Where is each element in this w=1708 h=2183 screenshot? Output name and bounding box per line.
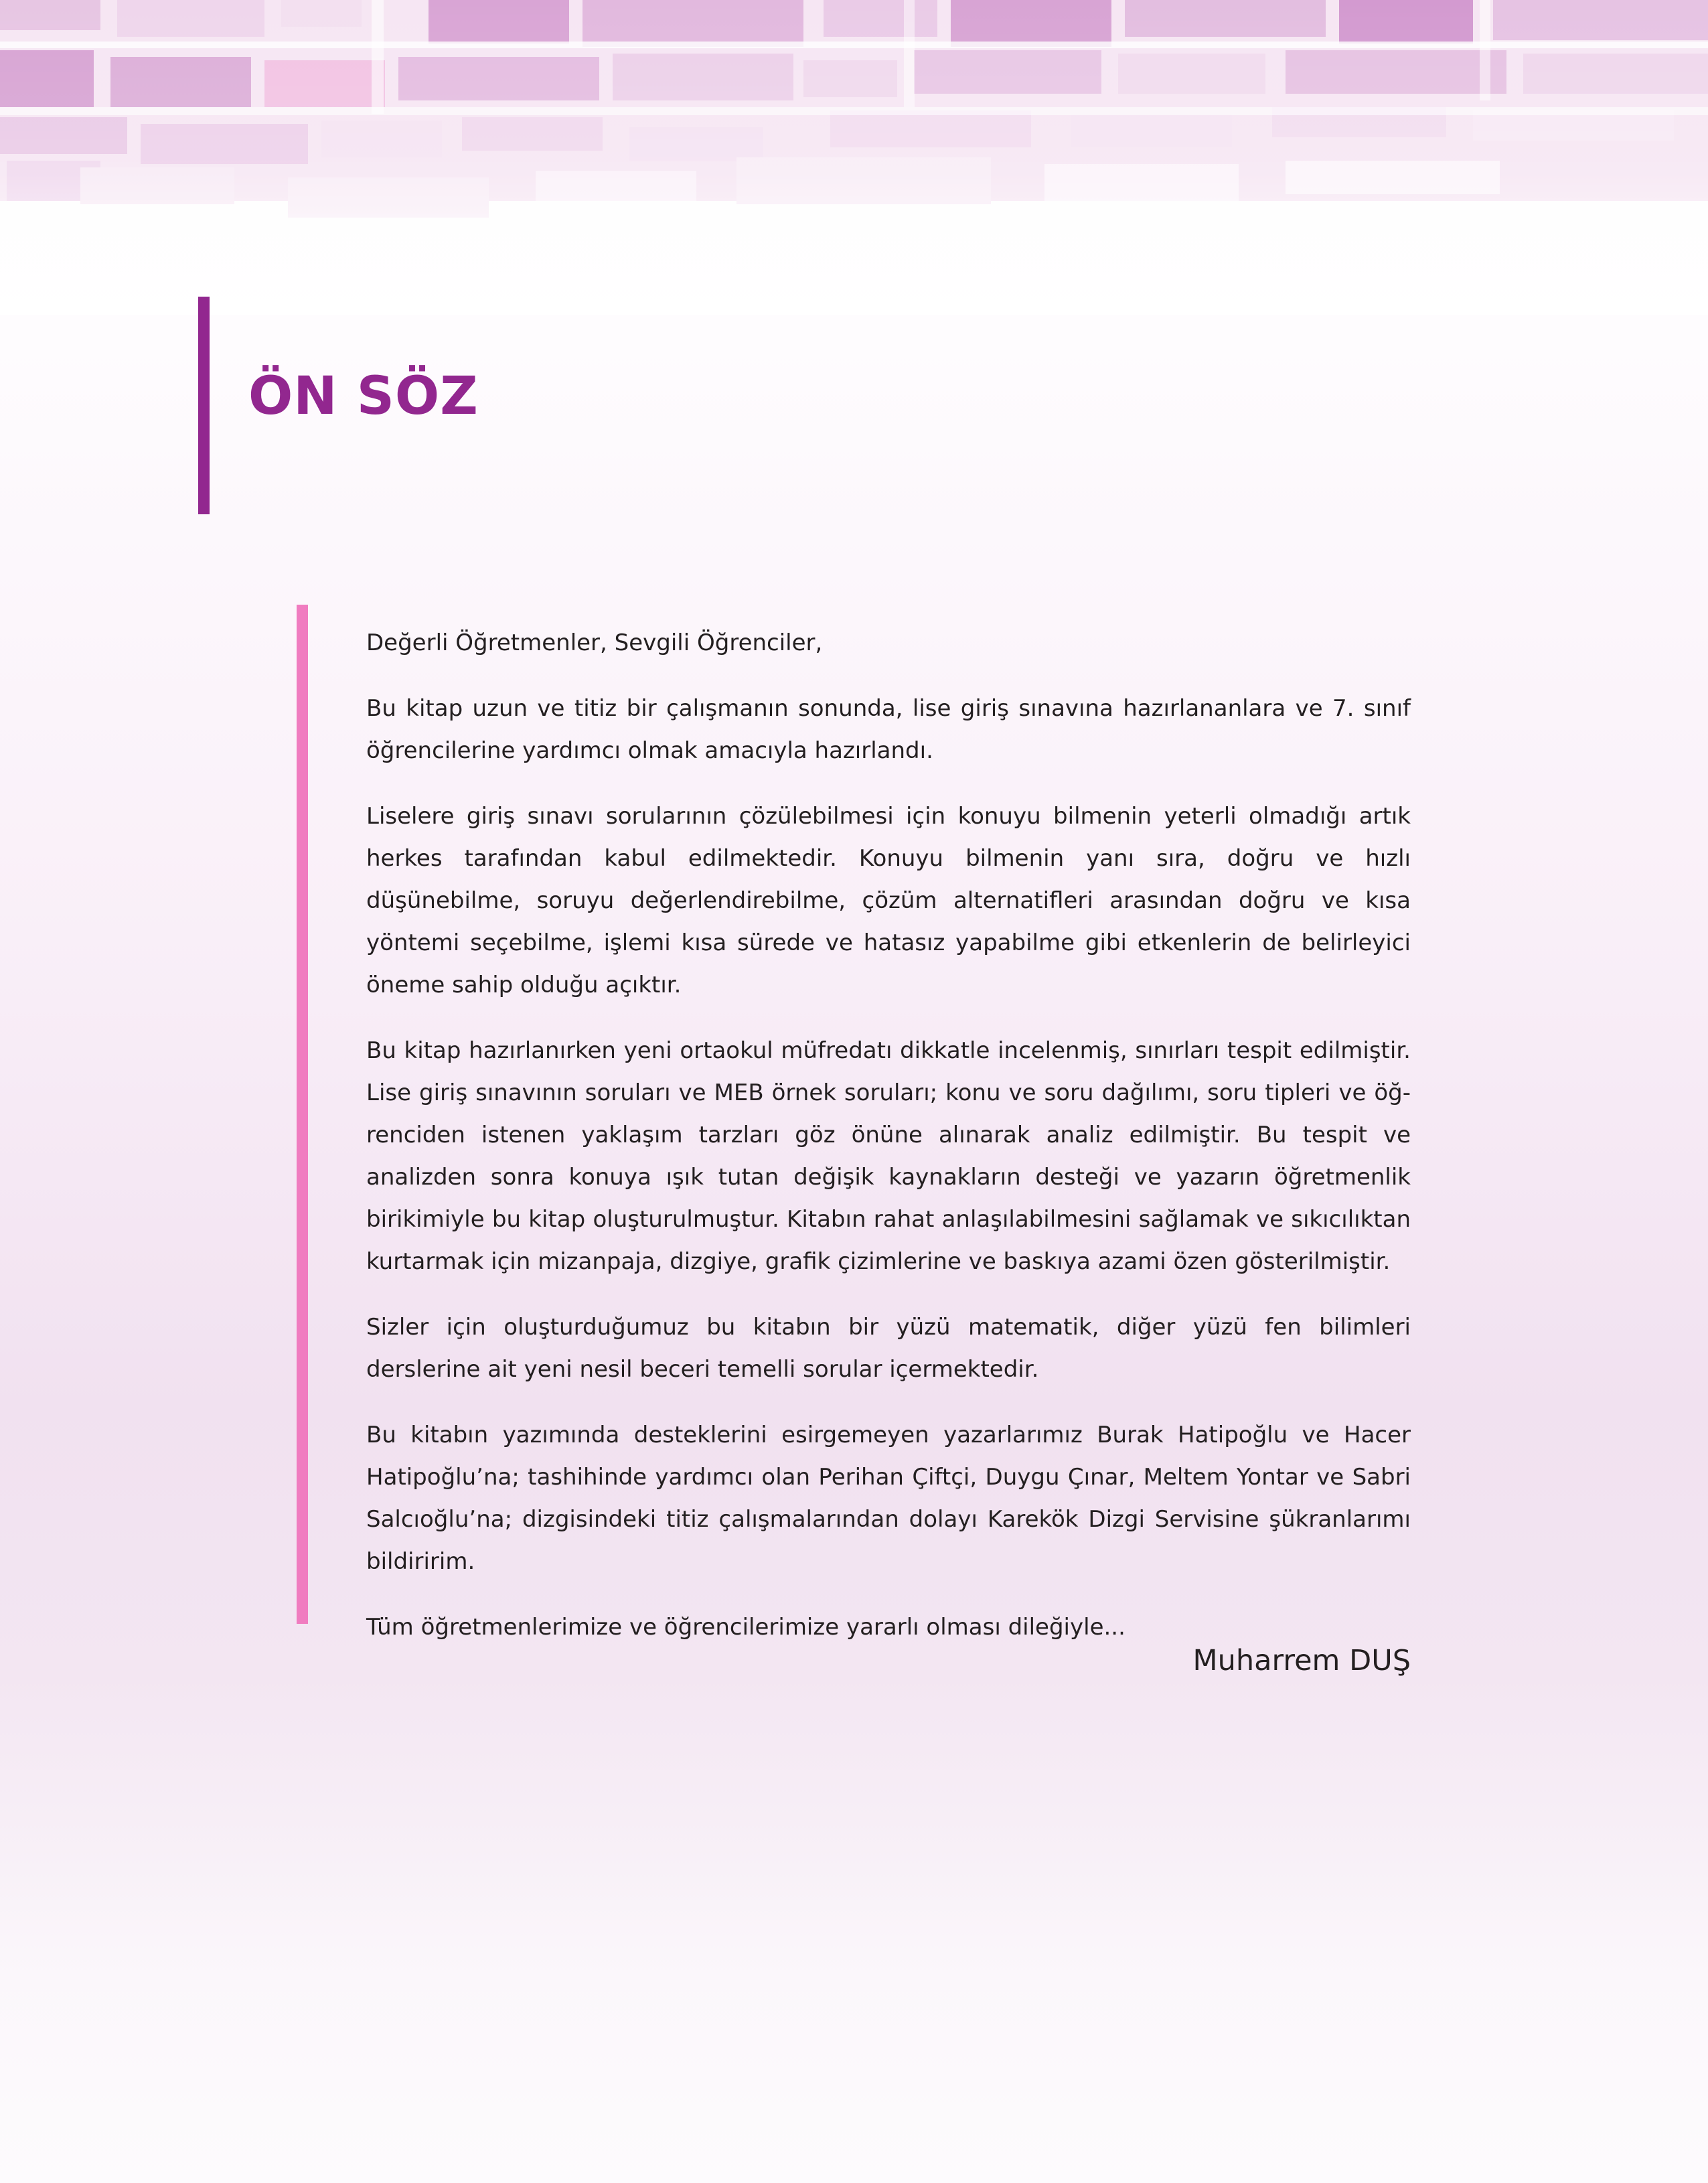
paragraph-1: Bu kitap uzun ve titiz bir çalışmanın sonunda, lise giriş sınavına hazırlananlara ve 7. sınıf öğrencilerine yardımcı olmak amacıyla hazırlandı. xyxy=(366,695,1411,764)
title-block xyxy=(198,297,479,514)
greeting: Değerli Öğretmenler, Sevgili Öğrenciler, xyxy=(366,629,823,656)
decorative-header-pattern xyxy=(0,0,1708,315)
content-accent-bar xyxy=(297,605,308,1624)
paragraph-4: Sizler için oluşturduğumuz bu kitabın bir yüzü matematik, diğer yüzü fen bilimleri derslerine ait yeni nesil beceri temelli sorular içermektedir. xyxy=(366,1314,1411,1383)
page-title: ÖN SÖZ xyxy=(248,366,479,427)
author-signature: Muharrem DUŞ xyxy=(1192,1644,1411,1677)
paragraph-2: Liselere giriş sınavı sorularının çözülebilmesi için konuyu bilmenin yeterli olmadığı artık herkes tarafından kabul edilmektedir. Konuyu bilmenin yanı sıra, doğru ve hızlı düşünebilme, soruyu değerlendirebilme, çözüm alternatifleri arasından doğru ve kısa yöntemi seçebilme, işlemi kısa sürede ve hatasız yapabilme gibi etkenlerin de belirleyici öneme sahip olduğu açıktır. xyxy=(366,803,1411,998)
paragraph-3: Bu kitap hazırlanırken yeni ortaokul müfredatı dikkatle incelenmiş, sınırları tespit edilmiştir. Lise giriş sınavının soruları ve MEB örnek soruları; konu ve soru dağılımı, soru tipleri ve öğrenciden istenen yaklaşım tarzları göz önüne alınarak analiz edilmiştir. Bu tespit ve analizden sonra konuya ışık tutan değişik kaynakların desteği ve yazarın öğretmenlik birikimiyle bu kitap oluşturulmuştur. Kitabın rahat anlaşılabilmesini sağlamak ve sıkıcılıktan kurtarmak için mizanpaja, dizgiye, grafik çizimlerine ve baskıya azami özen gösterilmiştir. xyxy=(366,1037,1411,1275)
closing-line: Tüm öğretmenlerimize ve öğrencilerimize yararlı olması dileğiyle... xyxy=(366,1614,1125,1641)
preface-body xyxy=(366,622,1411,1672)
paragraph-5: Bu kitabın yazımında desteklerini esirgemeyen yazarlarımız Burak Hatipoğlu ve Hacer Hatipoğlu’na; tashihinde yardımcı olan Perihan Çiftçi, Duygu Çınar, Meltem Yontar ve Sabri Salcıoğlu’na; dizgisindeki titiz çalışmalarından dolayı Karekök Dizgi Servisine şükranlarımı bildiririm. xyxy=(366,1422,1411,1575)
